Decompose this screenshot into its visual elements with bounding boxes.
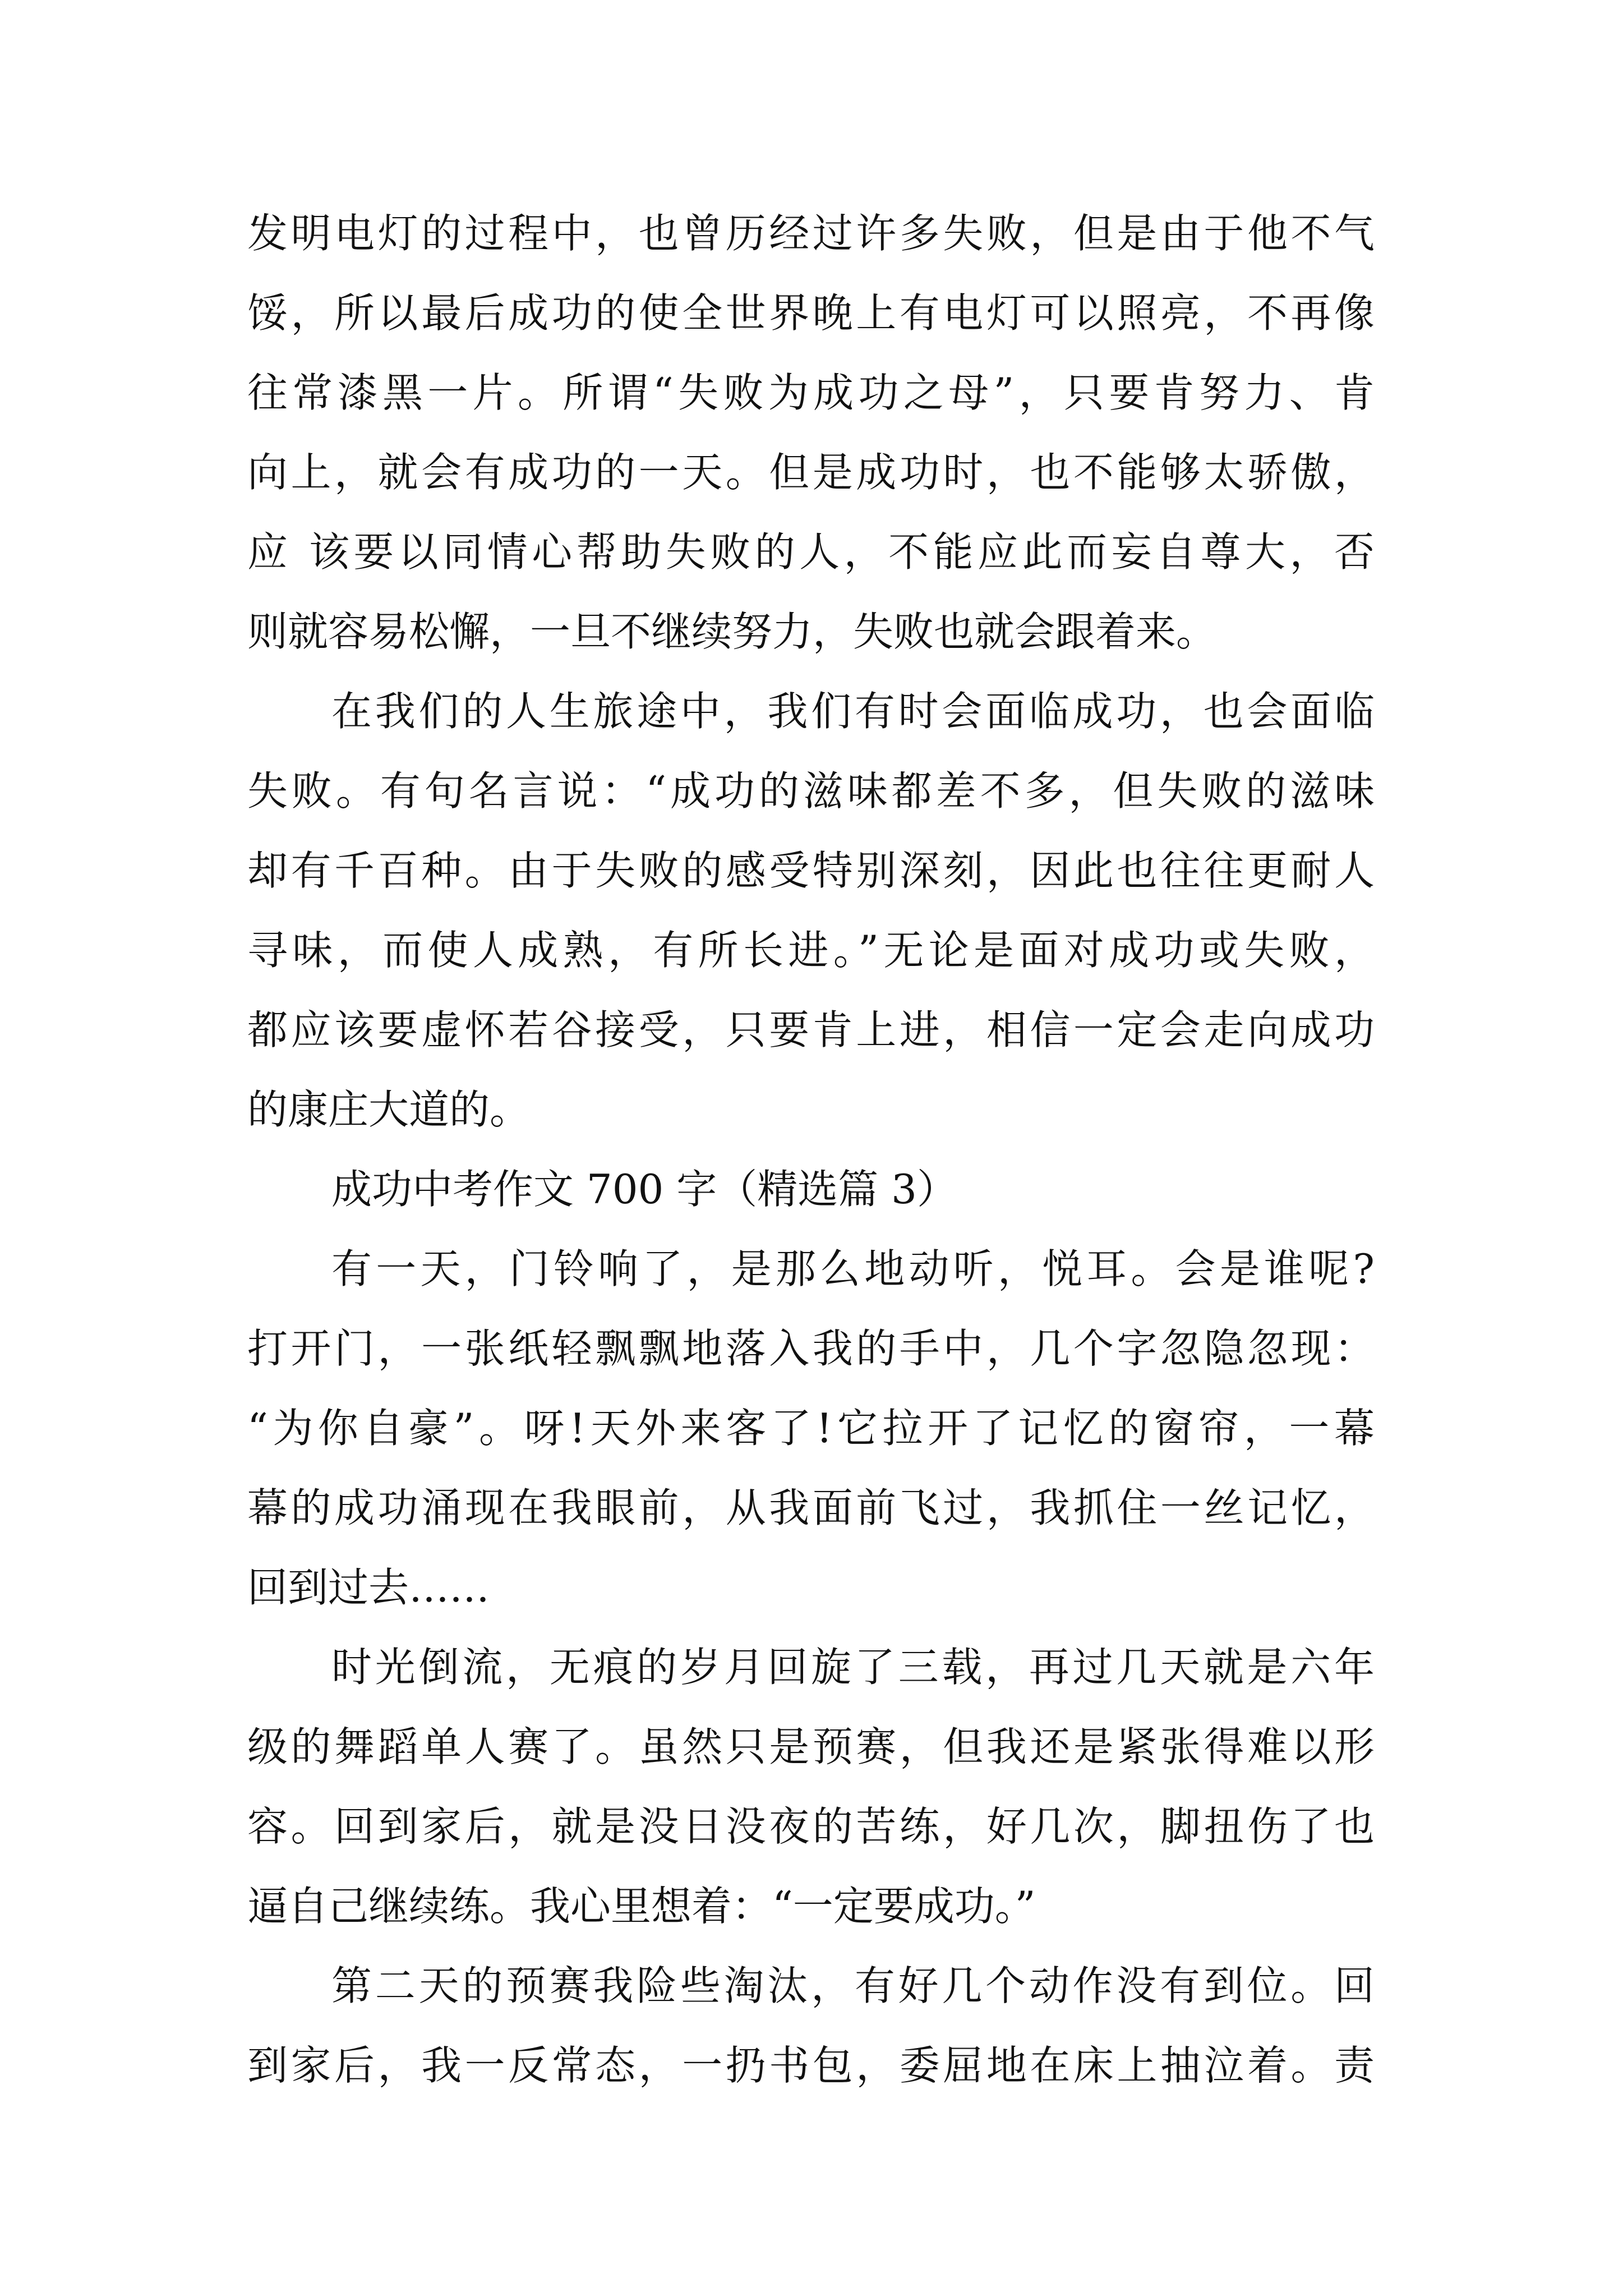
text-line: 有一天，门铃响了，是那么地动听，悦耳。会是谁呢? <box>331 1245 1375 1292</box>
text-line: 馁，所以最后成功的使全世界晚上有电灯可以照亮，不再像 <box>247 289 1375 337</box>
paragraph-2 <box>247 671 1375 1149</box>
text-line: 到家后，我一反常态，一扔书包，委屈地在床上抽泣着。责 <box>247 2042 1375 2089</box>
section-heading <box>247 1149 1375 1229</box>
text-line: 逼自己继续练。我心里想着：“一定要成功。” <box>247 1883 1036 1930</box>
text-line: 寻味，而使人成熟，有所长进。”无论是面对成功或失败， <box>247 927 1375 974</box>
paragraph-4 <box>247 1627 1375 1946</box>
text-line: 往常漆黑一片。所谓“失败为成功之母”，只要肯努力、肯 <box>247 369 1375 416</box>
text-line: 时光倒流，无痕的岁月回旋了三载，再过几天就是六年 <box>331 1644 1375 1691</box>
text-line: 回到过去…… <box>247 1564 490 1611</box>
text-line: “为你自豪”。呀!天外来客了!它拉开了记忆的窗帘，一幕 <box>247 1405 1375 1452</box>
text-line: 向上，就会有成功的一天。但是成功时，也不能够太骄傲， <box>247 449 1375 496</box>
text-line: 却有千百种。由于失败的感受特别深刻，因此也往往更耐人 <box>247 847 1375 894</box>
paragraph-3 <box>247 1229 1375 1627</box>
text-line: 的康庄大道的。 <box>247 1086 531 1133</box>
text-line: 级的舞蹈单人赛了。虽然只是预赛，但我还是紧张得难以形 <box>247 1723 1375 1770</box>
text-line: 则就容易松懈，一旦不继续努力，失败也就会跟着来。 <box>247 608 1217 655</box>
text-line: 第二天的预赛我险些淘汰，有好几个动作没有到位。回 <box>331 1962 1375 2009</box>
text-line: 容。回到家后，就是没日没夜的苦练，好几次，脚扭伤了也 <box>247 1803 1375 1850</box>
text-line: 在我们的人生旅途中，我们有时会面临成功，也会面临 <box>331 688 1375 735</box>
text-line: 应 该要以同情心帮助失败的人，不能应此而妄自尊大，否 <box>247 528 1375 576</box>
text-line: 都应该要虚怀若谷接受，只要肯上进，相信一定会走向成功 <box>247 1006 1375 1053</box>
text-line: 打开门，一张纸轻飘飘地落入我的手中，几个字忽隐忽现： <box>247 1325 1375 1372</box>
heading-text: 成功中考作文 700 字（精选篇 3） <box>331 1166 957 1213</box>
paragraph-5 <box>247 1946 1375 2105</box>
text-line: 幕的成功涌现在我眼前，从我面前飞过，我抓住一丝记忆， <box>247 1484 1375 1531</box>
document-body <box>247 194 1375 2105</box>
text-line: 失败。有句名言说：“成功的滋味都差不多，但失败的滋味 <box>247 767 1375 815</box>
text-line: 发明电灯的过程中，也曾历经过许多失败，但是由于他不气 <box>247 210 1375 257</box>
paragraph-1 <box>247 194 1375 671</box>
